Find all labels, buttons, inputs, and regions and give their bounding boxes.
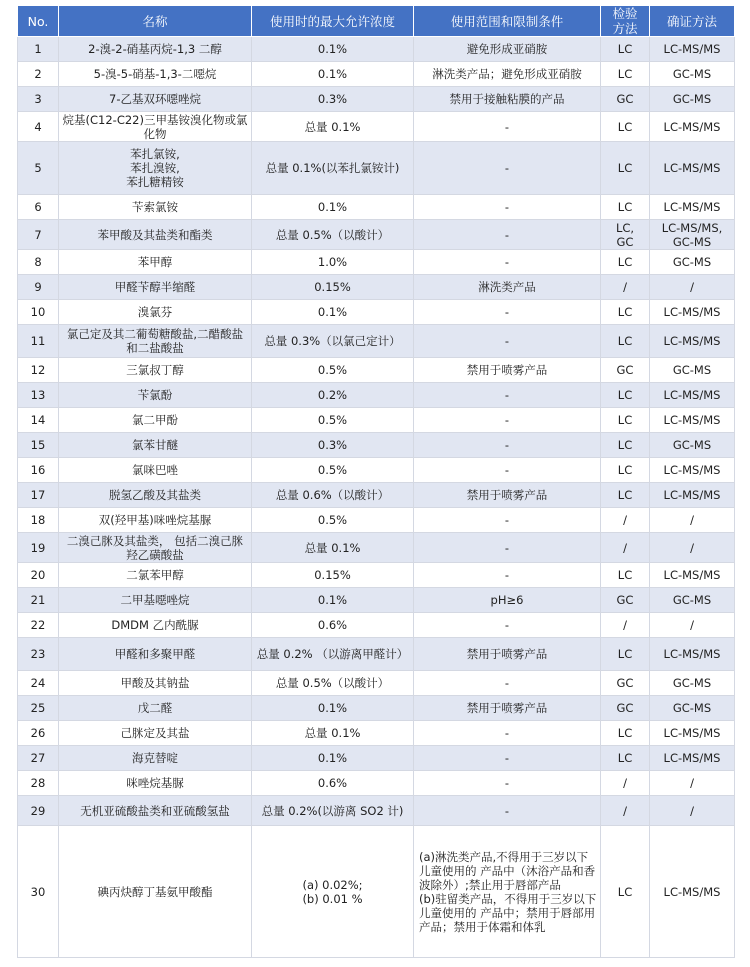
cell-name: 海克替啶 (59, 746, 252, 771)
cell-scope: - (414, 508, 601, 533)
cell-test-method: LC (601, 458, 650, 483)
cell-concentration: 总量 0.5%（以酸计） (252, 220, 414, 250)
cell-no: 7 (18, 220, 59, 250)
cell-no: 4 (18, 112, 59, 142)
table-row (18, 721, 735, 746)
cell-test-method: LC (601, 826, 650, 958)
cell-concentration: 总量 0.1% (252, 533, 414, 563)
cell-no: 18 (18, 508, 59, 533)
cell-confirm-method: LC-MS/MS (650, 638, 735, 671)
cell-scope: - (414, 220, 601, 250)
table-row (18, 533, 735, 563)
cell-test-method: GC (601, 696, 650, 721)
table-row (18, 62, 735, 87)
cell-scope: - (414, 408, 601, 433)
table-row (18, 195, 735, 220)
table-row (18, 112, 735, 142)
table-row (18, 383, 735, 408)
header-concentration: 使用时的最大允许浓度 (252, 6, 414, 37)
cell-test-method: GC (601, 588, 650, 613)
cell-test-method: LC (601, 195, 650, 220)
cell-confirm-method: / (650, 275, 735, 300)
cell-confirm-method: LC-MS/MS (650, 300, 735, 325)
table-row (18, 142, 735, 195)
cell-concentration: 0.5% (252, 358, 414, 383)
cell-name: 苯扎氯铵, 苯扎溴铵, 苯扎糖精铵 (59, 142, 252, 195)
cell-concentration: 总量 0.5%（以酸计） (252, 671, 414, 696)
cell-scope: - (414, 721, 601, 746)
table-row (18, 771, 735, 796)
table-row (18, 746, 735, 771)
cell-no: 10 (18, 300, 59, 325)
cell-confirm-method: LC-MS/MS (650, 383, 735, 408)
cell-test-method: LC (601, 433, 650, 458)
cell-confirm-method: LC-MS/MS (650, 195, 735, 220)
cell-scope: 禁用于接触粘膜的产品 (414, 87, 601, 112)
table-row (18, 300, 735, 325)
cell-confirm-method: LC-MS/MS (650, 37, 735, 62)
table-row (18, 671, 735, 696)
header-name: 名称 (59, 6, 252, 37)
cell-concentration: 0.5% (252, 508, 414, 533)
cell-name: 碘丙炔醇丁基氨甲酸酯 (59, 826, 252, 958)
table-row (18, 613, 735, 638)
table-row (18, 796, 735, 826)
cell-test-method: LC (601, 325, 650, 358)
cell-confirm-method: LC-MS/MS (650, 483, 735, 508)
table-row (18, 458, 735, 483)
cell-name: 苄索氯铵 (59, 195, 252, 220)
cell-concentration: 0.3% (252, 87, 414, 112)
cell-confirm-method: LC-MS/MS (650, 325, 735, 358)
cell-confirm-method: GC-MS (650, 588, 735, 613)
cell-test-method: LC (601, 638, 650, 671)
cell-scope: - (414, 746, 601, 771)
cell-scope: - (414, 383, 601, 408)
preservatives-table (17, 5, 735, 958)
cell-confirm-method: GC-MS (650, 62, 735, 87)
cell-concentration: 总量 0.1% (252, 112, 414, 142)
cell-concentration: 0.1% (252, 696, 414, 721)
cell-no: 5 (18, 142, 59, 195)
cell-name: 苯甲酸及其盐类和酯类 (59, 220, 252, 250)
cell-concentration: 0.15% (252, 563, 414, 588)
cell-test-method: LC (601, 112, 650, 142)
cell-concentration: 总量 0.1%(以苯扎氯铵计) (252, 142, 414, 195)
table-row (18, 638, 735, 671)
cell-name: 甲酸及其钠盐 (59, 671, 252, 696)
cell-concentration: 0.1% (252, 62, 414, 87)
cell-scope: - (414, 458, 601, 483)
cell-no: 3 (18, 87, 59, 112)
cell-scope: - (414, 300, 601, 325)
cell-concentration: 0.5% (252, 458, 414, 483)
cell-name: 二氯苯甲醇 (59, 563, 252, 588)
header-no: No. (18, 6, 59, 37)
cell-name: 无机亚硫酸盐类和亚硫酸氢盐 (59, 796, 252, 826)
cell-name: 氯苯甘醚 (59, 433, 252, 458)
cell-confirm-method: GC-MS (650, 358, 735, 383)
cell-scope: (a)淋洗类产品,不得用于三岁以下儿童使用的 产品中（沐浴产品和香 波除外）;禁止用于唇部产品 (b)驻留类产品，不得用于三岁以下儿童使用的 产品中；禁用于唇部用 产品；禁用于体霜和体乳 (414, 826, 601, 958)
cell-test-method: LC (601, 62, 650, 87)
cell-test-method: / (601, 796, 650, 826)
cell-no: 24 (18, 671, 59, 696)
cell-no: 20 (18, 563, 59, 588)
cell-no: 2 (18, 62, 59, 87)
cell-concentration: 0.5% (252, 408, 414, 433)
header-confirm-method: 确证方法 (650, 6, 735, 37)
cell-name: 氯咪巴唑 (59, 458, 252, 483)
cell-concentration: 0.6% (252, 613, 414, 638)
table-row (18, 325, 735, 358)
cell-name: DMDM 乙内酰脲 (59, 613, 252, 638)
cell-concentration: 总量 0.2% （以游离甲醛计） (252, 638, 414, 671)
table-row (18, 275, 735, 300)
cell-scope: - (414, 142, 601, 195)
cell-scope: 淋洗类产品 (414, 275, 601, 300)
cell-confirm-method: GC-MS (650, 671, 735, 696)
cell-test-method: LC (601, 37, 650, 62)
cell-name: 咪唑烷基脲 (59, 771, 252, 796)
header-test-method: 检验 方法 (601, 6, 650, 37)
cell-confirm-method: / (650, 508, 735, 533)
cell-scope: - (414, 613, 601, 638)
table-row (18, 826, 735, 958)
cell-confirm-method: LC-MS/MS (650, 746, 735, 771)
table-row (18, 250, 735, 275)
cell-confirm-method: LC-MS/MS (650, 721, 735, 746)
cell-name: 双(羟甲基)咪唑烷基脲 (59, 508, 252, 533)
cell-name: 二溴己脒及其盐类， 包括二溴己脒羟乙磺酸盐 (59, 533, 252, 563)
cell-concentration: 0.1% (252, 195, 414, 220)
cell-confirm-method: LC-MS/MS (650, 112, 735, 142)
cell-test-method: LC (601, 142, 650, 195)
table-row (18, 588, 735, 613)
cell-concentration: 0.3% (252, 433, 414, 458)
cell-confirm-method: LC-MS/MS (650, 142, 735, 195)
header-row (18, 6, 735, 37)
cell-no: 21 (18, 588, 59, 613)
cell-scope: pH≥6 (414, 588, 601, 613)
table-row (18, 696, 735, 721)
cell-concentration: 0.6% (252, 771, 414, 796)
cell-scope: - (414, 325, 601, 358)
cell-test-method: / (601, 275, 650, 300)
cell-test-method: / (601, 533, 650, 563)
cell-no: 22 (18, 613, 59, 638)
cell-test-method: LC (601, 383, 650, 408)
cell-name: 2-溴-2-硝基丙烷-1,3 二醇 (59, 37, 252, 62)
table-row (18, 483, 735, 508)
cell-confirm-method: LC-MS/MS (650, 826, 735, 958)
cell-scope: 禁用于喷雾产品 (414, 358, 601, 383)
cell-concentration: (a) 0.02%; (b) 0.01 % (252, 826, 414, 958)
cell-name: 甲醛和多聚甲醛 (59, 638, 252, 671)
cell-test-method: / (601, 613, 650, 638)
cell-confirm-method: GC-MS (650, 696, 735, 721)
cell-scope: - (414, 250, 601, 275)
cell-no: 16 (18, 458, 59, 483)
cell-no: 30 (18, 826, 59, 958)
cell-scope: 淋洗类产品；避免形成亚硝胺 (414, 62, 601, 87)
cell-confirm-method: LC-MS/MS, GC-MS (650, 220, 735, 250)
cell-name: 甲醛苄醇半缩醛 (59, 275, 252, 300)
table-row (18, 433, 735, 458)
cell-confirm-method: GC-MS (650, 433, 735, 458)
cell-name: 戊二醛 (59, 696, 252, 721)
table-row (18, 508, 735, 533)
table-row (18, 220, 735, 250)
cell-test-method: LC (601, 408, 650, 433)
cell-name: 氯二甲酚 (59, 408, 252, 433)
cell-name: 脱氢乙酸及其盐类 (59, 483, 252, 508)
cell-concentration: 总量 0.2%(以游离 SO2 计) (252, 796, 414, 826)
cell-scope: - (414, 433, 601, 458)
cell-test-method: LC, GC (601, 220, 650, 250)
cell-name: 7-乙基双环噁唑烷 (59, 87, 252, 112)
cell-scope: - (414, 671, 601, 696)
cell-name: 三氯叔丁醇 (59, 358, 252, 383)
cell-no: 6 (18, 195, 59, 220)
cell-test-method: LC (601, 746, 650, 771)
cell-test-method: LC (601, 563, 650, 588)
cell-test-method: GC (601, 671, 650, 696)
cell-test-method: LC (601, 721, 650, 746)
cell-name: 溴氯芬 (59, 300, 252, 325)
cell-confirm-method: GC-MS (650, 87, 735, 112)
cell-scope: - (414, 195, 601, 220)
cell-no: 28 (18, 771, 59, 796)
cell-concentration: 1.0% (252, 250, 414, 275)
cell-scope: 禁用于喷雾产品 (414, 483, 601, 508)
cell-no: 29 (18, 796, 59, 826)
cell-test-method: LC (601, 300, 650, 325)
cell-no: 14 (18, 408, 59, 433)
cell-name: 5-溴-5-硝基-1,3-二噁烷 (59, 62, 252, 87)
cell-no: 23 (18, 638, 59, 671)
table-row (18, 408, 735, 433)
cell-no: 26 (18, 721, 59, 746)
cell-name: 苯甲醇 (59, 250, 252, 275)
cell-scope: - (414, 112, 601, 142)
cell-concentration: 0.1% (252, 746, 414, 771)
cell-confirm-method: LC-MS/MS (650, 458, 735, 483)
cell-concentration: 0.1% (252, 588, 414, 613)
cell-no: 19 (18, 533, 59, 563)
cell-no: 15 (18, 433, 59, 458)
cell-name: 烷基(C12-C22)三甲基铵溴化物或氯化物 (59, 112, 252, 142)
cell-concentration: 总量 0.1% (252, 721, 414, 746)
cell-concentration: 总量 0.6%（以酸计） (252, 483, 414, 508)
table-row (18, 37, 735, 62)
cell-concentration: 总量 0.3%（以氯己定计） (252, 325, 414, 358)
cell-concentration: 0.1% (252, 300, 414, 325)
cell-confirm-method: / (650, 771, 735, 796)
cell-scope: - (414, 563, 601, 588)
cell-confirm-method: / (650, 533, 735, 563)
cell-confirm-method: GC-MS (650, 250, 735, 275)
cell-no: 9 (18, 275, 59, 300)
cell-no: 27 (18, 746, 59, 771)
cell-no: 17 (18, 483, 59, 508)
cell-concentration: 0.15% (252, 275, 414, 300)
cell-name: 二甲基噁唑烷 (59, 588, 252, 613)
cell-name: 氯己定及其二葡萄糖酸盐,二醋酸盐和二盐酸盐 (59, 325, 252, 358)
cell-scope: - (414, 533, 601, 563)
table-row (18, 358, 735, 383)
cell-scope: - (414, 796, 601, 826)
cell-scope: 避免形成亚硝胺 (414, 37, 601, 62)
cell-scope: 禁用于喷雾产品 (414, 638, 601, 671)
cell-no: 1 (18, 37, 59, 62)
cell-no: 13 (18, 383, 59, 408)
cell-scope: - (414, 771, 601, 796)
cell-confirm-method: LC-MS/MS (650, 563, 735, 588)
cell-no: 8 (18, 250, 59, 275)
table-row (18, 563, 735, 588)
cell-concentration: 0.2% (252, 383, 414, 408)
cell-test-method: LC (601, 483, 650, 508)
cell-confirm-method: / (650, 613, 735, 638)
cell-test-method: / (601, 508, 650, 533)
cell-test-method: GC (601, 358, 650, 383)
cell-no: 25 (18, 696, 59, 721)
cell-test-method: / (601, 771, 650, 796)
table-row (18, 87, 735, 112)
cell-concentration: 0.1% (252, 37, 414, 62)
cell-name: 苄氯酚 (59, 383, 252, 408)
cell-no: 12 (18, 358, 59, 383)
cell-confirm-method: / (650, 796, 735, 826)
cell-scope: 禁用于喷雾产品 (414, 696, 601, 721)
cell-test-method: LC (601, 250, 650, 275)
cell-test-method: GC (601, 87, 650, 112)
cell-confirm-method: LC-MS/MS (650, 408, 735, 433)
table-body (18, 37, 735, 958)
cell-no: 11 (18, 325, 59, 358)
cell-name: 己脒定及其盐 (59, 721, 252, 746)
header-scope: 使用范围和限制条件 (414, 6, 601, 37)
